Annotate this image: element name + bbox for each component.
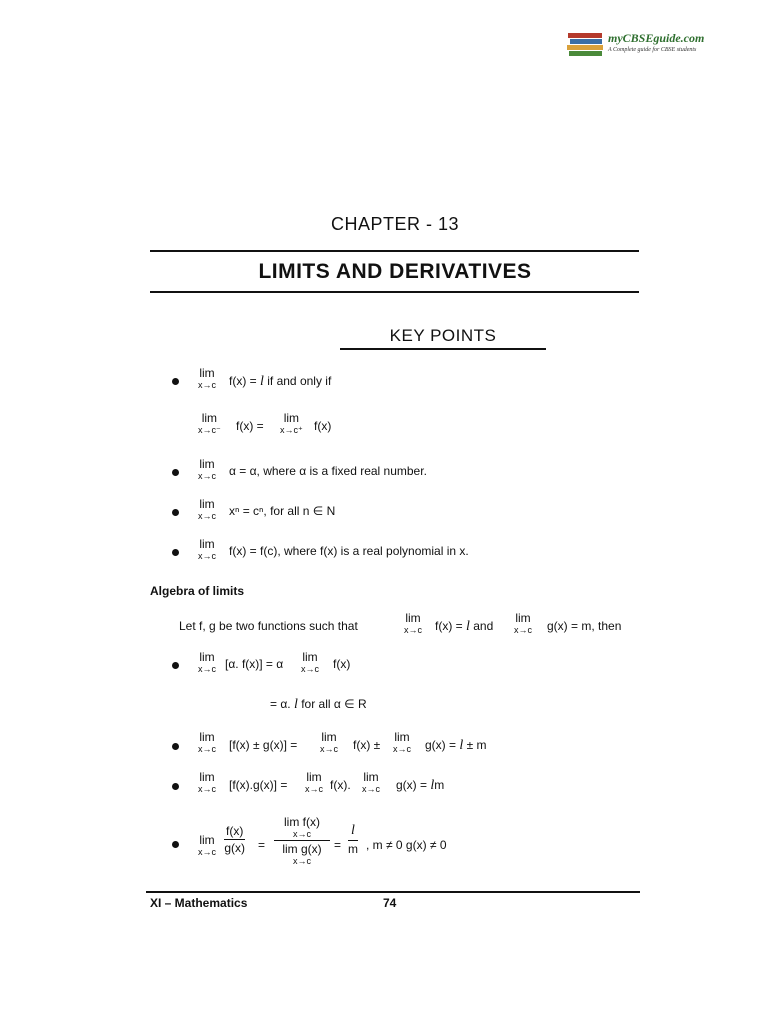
logo-text: myCBSEguide.com (608, 31, 705, 45)
limit-expression: lim x→c (198, 650, 216, 674)
limit-expression: lim x→c (404, 611, 422, 635)
point-3-text: xⁿ = cⁿ, for all n ∈ N (229, 504, 336, 518)
sum-rule-mid: f(x) ± (353, 738, 381, 752)
page-number: 74 (383, 896, 397, 910)
point-4-text: f(x) = f(c), where f(x) is a real polynomial in x. (229, 544, 469, 558)
limit-expression: lim x→c (514, 611, 532, 635)
footer-subject: XI – Mathematics (150, 896, 248, 910)
key-points-underline (340, 348, 546, 350)
equals-sign: = (258, 838, 266, 852)
point-1b-right: f(x) (314, 419, 332, 433)
limit-expression: lim x→c (320, 730, 338, 754)
limit-quotient-fraction: lim f(x) x→c lim g(x) x→c (274, 815, 330, 866)
left-limit-expression: lim x→c⁻ (198, 411, 221, 435)
bullet (172, 662, 179, 669)
quotient-fraction: $\frac{f(x)}{g(x)}$ (224, 824, 245, 855)
limit-expression: lim x→c (198, 366, 216, 390)
bullet (172, 549, 179, 556)
quotient-condition: , m ≠ 0 g(x) ≠ 0 (366, 838, 447, 852)
limit-expression: lim x→c (198, 730, 216, 754)
limit-expression: lim x→c (198, 770, 216, 794)
product-rule-right: g(x) = lm (396, 778, 445, 793)
product-rule-mid: f(x). (330, 778, 351, 792)
point-1-text: f(x) = l if and only if (229, 374, 332, 389)
bullet (172, 509, 179, 516)
limit-expression: lim x→c (393, 730, 411, 754)
point-2-text: α = α, where α is a fixed real number. (229, 464, 427, 478)
l-over-m-fraction: $\frac{l}{m}$ (348, 823, 358, 856)
limit-expression: lim x→c (198, 833, 216, 857)
section-heading: Algebra of limits (150, 584, 245, 598)
equals-sign: = (334, 838, 342, 852)
bullet (172, 783, 179, 790)
limit-expression: lim x→c (362, 770, 380, 794)
mycbseguide-logo (566, 27, 711, 61)
sum-rule-right: g(x) = l ± m (425, 738, 487, 753)
scalar-rule-right: f(x) (333, 657, 351, 671)
logo-tagline: A Complete guide for CBSE students (608, 47, 697, 53)
algebra-intro: Let f, g be two functions such that (179, 619, 358, 633)
scalar-rule-left: [α. f(x)] = α (225, 657, 284, 671)
limit-expression: lim x→c (305, 770, 323, 794)
limit-expression: lim x→c (301, 650, 319, 674)
limit-expression: lim x→c (198, 537, 216, 561)
algebra-intro-gx: g(x) = m, then (547, 619, 622, 633)
algebra-intro-fx: f(x) = l and (435, 619, 494, 634)
title-bottom-rule (150, 291, 639, 293)
bullet (172, 469, 179, 476)
title-top-rule (150, 250, 639, 252)
key-points-heading: KEY POINTS (389, 326, 497, 345)
limit-expression: lim x→c (198, 497, 216, 521)
right-limit-expression: lim x→c⁺ (280, 411, 303, 435)
sum-rule-left: [f(x) ± g(x)] = (229, 738, 298, 752)
footer-rule (146, 891, 640, 893)
limit-expression: lim x→c (198, 457, 216, 481)
product-rule-left: [f(x).g(x)] = (229, 778, 288, 792)
bullet (172, 743, 179, 750)
chapter-title: LIMITS AND DERIVATIVES (258, 260, 532, 283)
point-1b-left: f(x) = (236, 419, 264, 433)
bullet (172, 378, 179, 385)
scalar-rule-cont: = α. l for all α ∈ R (270, 697, 367, 712)
chapter-number: CHAPTER - 13 (330, 214, 460, 234)
bullet (172, 841, 179, 848)
books-icon (566, 27, 606, 61)
